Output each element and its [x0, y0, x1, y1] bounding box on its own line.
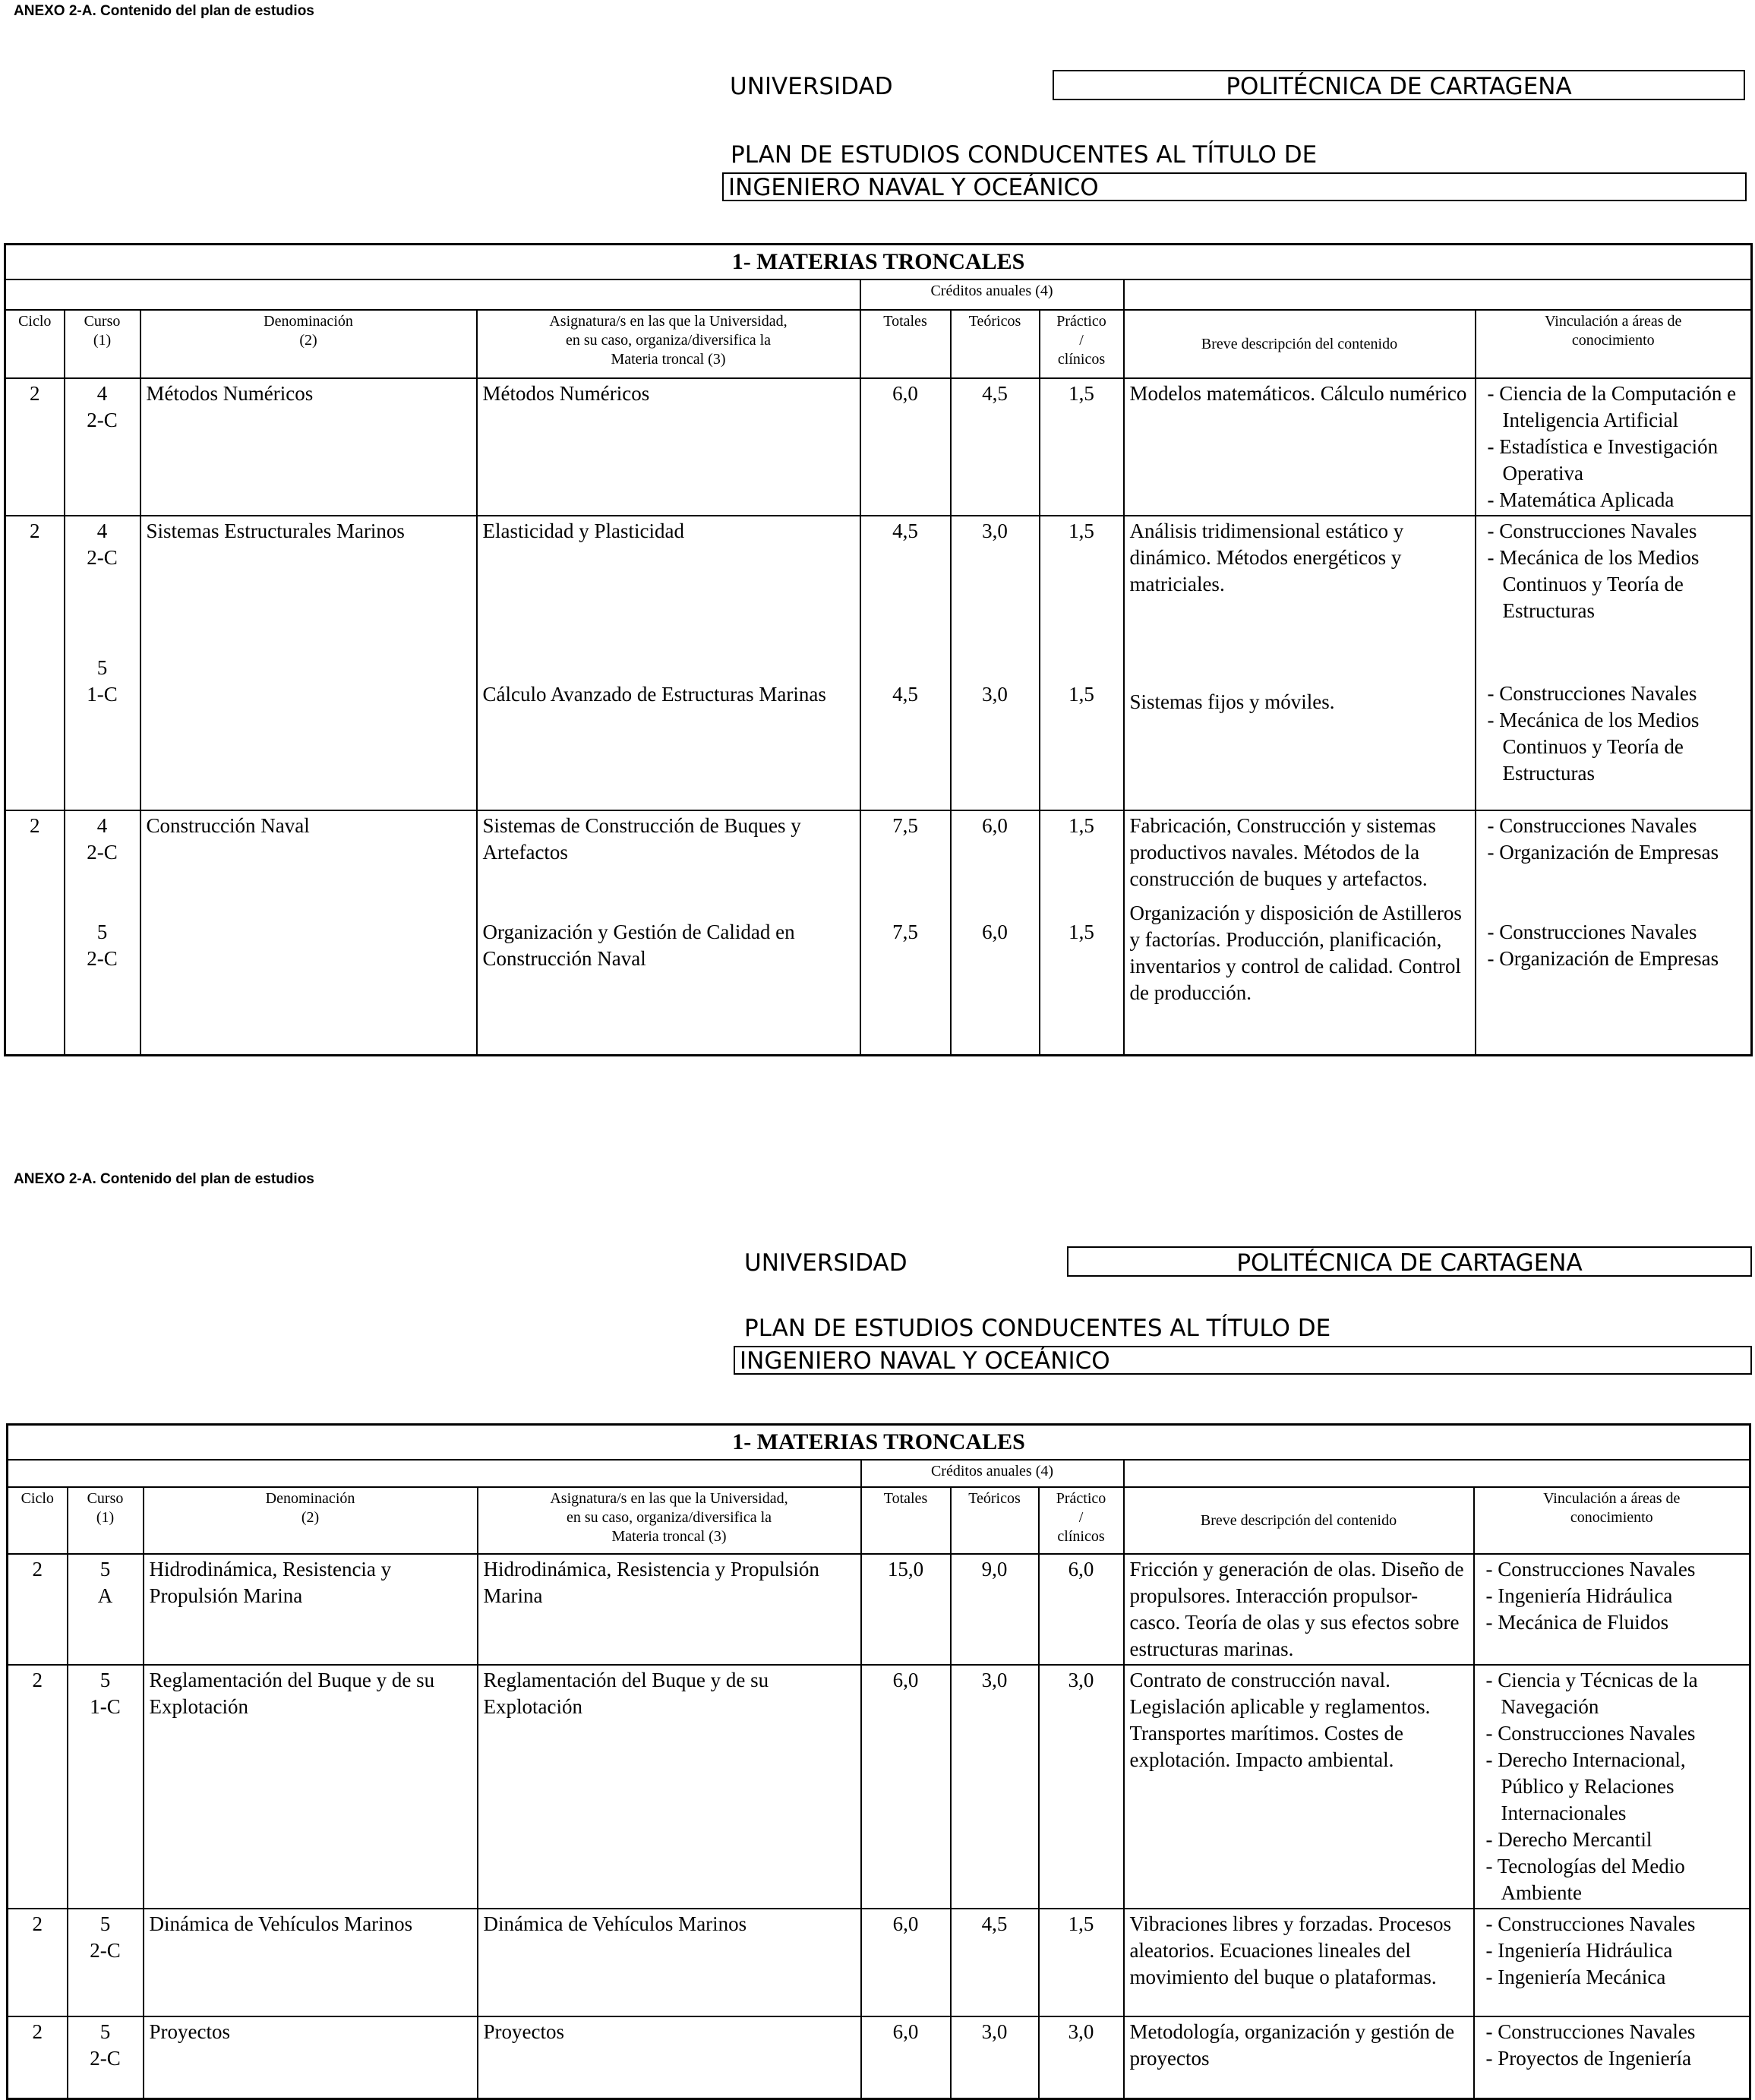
asignatura-cell: Sistemas de Construcción de Buques y Artefactos Organización y Gestión de Calidad en Construcción Naval [477, 810, 860, 1055]
totales-cell: 7,5 7,5 [860, 810, 951, 1055]
descripcion-cell: Análisis tridimensional estático y dinámico. Métodos energéticos y matriciales. Sistemas fijos y móviles. [1124, 516, 1476, 810]
university-name: POLITÉCNICA DE CARTAGENA [1067, 1246, 1752, 1277]
university-name: POLITÉCNICA DE CARTAGENA [1053, 70, 1745, 100]
ciclo-cell: 2 [8, 1909, 68, 2016]
totales-cell: 15,0 [861, 1554, 951, 1665]
university-label: UNIVERSIDAD [730, 73, 893, 100]
asignatura-header: Asignatura/s en las que la Universidad, en su caso, organiza/diversifica la Materia troncal (3) [478, 1487, 861, 1554]
table-row [5, 378, 1752, 516]
areas-cell: - Construcciones Navales - Ingeniería Hidráulica - Mecánica de Fluidos [1474, 1554, 1750, 1665]
denominacion-cell: Dinámica de Vehículos Marinos [144, 1909, 478, 2016]
degree-title: INGENIERO NAVAL Y OCEÁNICO [722, 172, 1747, 201]
curso-cell: 5 2-C [68, 1909, 144, 2016]
university-label: UNIVERSIDAD [744, 1249, 907, 1277]
teoricos-cell: 3,0 3,0 [951, 516, 1040, 810]
areas-cell: - Construcciones Navales - Mecánica de los Medios Continuos y Teoría de Estructuras - Construcciones Navales - Mecánica de los Medios Continuos y Teoría de Estructuras [1476, 516, 1752, 810]
teoricos-cell: 4,5 [951, 1909, 1039, 2016]
curso-header: Curso (1) [65, 310, 140, 378]
ciclo-cell: 2 [8, 1665, 68, 1909]
materias-troncales-table [4, 243, 1753, 1056]
teoricos-cell: 9,0 [951, 1554, 1039, 1665]
descripcion-cell: Metodología, organización y gestión de proyectos [1124, 2016, 1474, 2098]
annex-label: ANEXO 2-A. Contenido del plan de estudios [14, 3, 314, 19]
practicos-header: Práctico / clínicos [1040, 310, 1124, 378]
asignatura-header: Asignatura/s en las que la Universidad, en su caso, organiza/diversifica la Materia troncal (3) [477, 310, 860, 378]
materias-troncales-table [6, 1423, 1751, 2100]
table-title: 1- MATERIAS TRONCALES [8, 1425, 1750, 1461]
totales-cell: 6,0 [861, 1665, 951, 1909]
plan-label: PLAN DE ESTUDIOS CONDUCENTES AL TÍTULO DE [744, 1315, 1331, 1342]
denominacion-cell: Hidrodinámica, Resistencia y Propulsión Marina [144, 1554, 478, 1665]
asignatura-cell: Hidrodinámica, Resistencia y Propulsión Marina [478, 1554, 861, 1665]
ciclo-cell: 2 [5, 810, 65, 1055]
totales-header: Totales [860, 310, 951, 378]
descripcion-cell: Fabricación, Construcción y sistemas productivos navales. Métodos de la construcción de buques y artefactos. Organización y disposición de Astilleros y factorías. Producción, planificación, inventarios y control de calidad. Control de producción. [1124, 810, 1476, 1055]
creditos-header: Créditos anuales (4) [861, 1460, 1124, 1487]
creditos-header: Créditos anuales (4) [860, 279, 1124, 310]
denominacion-cell: Sistemas Estructurales Marinos [140, 516, 477, 810]
table-row [5, 810, 1752, 1055]
curso-cell: 4 2-C [65, 378, 140, 516]
annex-label: ANEXO 2-A. Contenido del plan de estudios [14, 1171, 314, 1187]
totales-cell: 6,0 [861, 2016, 951, 2098]
denominacion-header: Denominación (2) [144, 1487, 478, 1554]
practicos-cell: 3,0 [1039, 1665, 1124, 1909]
areas-cell: - Construcciones Navales - Proyectos de Ingeniería [1474, 2016, 1750, 2098]
curso-cell: 5 A [68, 1554, 144, 1665]
teoricos-header: Teóricos [951, 1487, 1039, 1554]
teoricos-cell: 3,0 [951, 1665, 1039, 1909]
teoricos-cell: 3,0 [951, 2016, 1039, 2098]
table-row [5, 516, 1752, 810]
ciclo-cell: 2 [8, 2016, 68, 2098]
practicos-cell: 1,5 [1039, 1909, 1124, 2016]
vinculacion-header: Vinculación a áreas de conocimiento [1474, 1487, 1750, 1554]
practicos-cell: 3,0 [1039, 2016, 1124, 2098]
teoricos-cell: 4,5 [951, 378, 1040, 516]
ciclo-cell: 2 [5, 516, 65, 810]
teoricos-cell: 6,0 6,0 [951, 810, 1040, 1055]
table-row [8, 1554, 1750, 1665]
ciclo-cell: 2 [5, 378, 65, 516]
curso-cell: 4 2-C 5 1-C [65, 516, 140, 810]
ciclo-cell: 2 [8, 1554, 68, 1665]
ciclo-header: Ciclo [5, 310, 65, 378]
practicos-cell: 1,5 1,5 [1040, 516, 1124, 810]
page-1 [0, 0, 1755, 1046]
descripcion-cell: Vibraciones libres y forzadas. Procesos aleatorios. Ecuaciones lineales del movimiento del buque o plataformas. [1124, 1909, 1474, 2016]
asignatura-cell: Proyectos [478, 2016, 861, 2098]
descripcion-cell: Modelos matemáticos. Cálculo numérico [1124, 378, 1476, 516]
page-2 [0, 1046, 1755, 2092]
areas-cell: - Construcciones Navales - Ingeniería Hidráulica - Ingeniería Mecánica [1474, 1909, 1750, 2016]
plan-label: PLAN DE ESTUDIOS CONDUCENTES AL TÍTULO DE [731, 141, 1318, 169]
asignatura-cell: Elasticidad y Plasticidad Cálculo Avanzado de Estructuras Marinas [477, 516, 860, 810]
practicos-cell: 1,5 [1040, 378, 1124, 516]
asignatura-cell: Dinámica de Vehículos Marinos [478, 1909, 861, 2016]
totales-cell: 6,0 [861, 1909, 951, 2016]
table-title: 1- MATERIAS TRONCALES [5, 245, 1752, 280]
asignatura-cell: Métodos Numéricos [477, 378, 860, 516]
practicos-cell: 1,5 1,5 [1040, 810, 1124, 1055]
teoricos-header: Teóricos [951, 310, 1040, 378]
table-row [8, 1665, 1750, 1909]
totales-cell: 6,0 [860, 378, 951, 516]
curso-cell: 5 1-C [68, 1665, 144, 1909]
descripcion-header: Breve descripción del contenido [1124, 310, 1476, 378]
asignatura-cell: Reglamentación del Buque y de su Explotación [478, 1665, 861, 1909]
denominacion-header: Denominación (2) [140, 310, 477, 378]
areas-cell: - Construcciones Navales - Organización de Empresas - Construcciones Navales - Organización de Empresas [1476, 810, 1752, 1055]
practicos-header: Práctico / clínicos [1039, 1487, 1124, 1554]
denominacion-cell: Proyectos [144, 2016, 478, 2098]
areas-cell: - Ciencia y Técnicas de la Navegación - Construcciones Navales - Derecho Internacional, Público y Relaciones Internacionales - Derecho Mercantil - Tecnologías del Medio Ambiente [1474, 1665, 1750, 1909]
totales-cell: 4,5 4,5 [860, 516, 951, 810]
denominacion-cell: Reglamentación del Buque y de su Explotación [144, 1665, 478, 1909]
areas-cell: - Ciencia de la Computación e Inteligencia Artificial - Estadística e Investigación Operativa - Matemática Aplicada [1476, 378, 1752, 516]
table-row [8, 1909, 1750, 2016]
degree-title: INGENIERO NAVAL Y OCEÁNICO [734, 1346, 1752, 1375]
denominacion-cell: Métodos Numéricos [140, 378, 477, 516]
curso-cell: 5 2-C [68, 2016, 144, 2098]
vinculacion-header: Vinculación a áreas de conocimiento [1476, 310, 1752, 378]
descripcion-cell: Contrato de construcción naval. Legislación aplicable y reglamentos. Transportes marítimos. Costes de explotación. Impacto ambiental. [1124, 1665, 1474, 1909]
curso-cell: 4 2-C 5 2-C [65, 810, 140, 1055]
totales-header: Totales [861, 1487, 951, 1554]
ciclo-header: Ciclo [8, 1487, 68, 1554]
descripcion-cell: Fricción y generación de olas. Diseño de propulsores. Interacción propulsor-casco. Teoría de olas y sus efectos sobre estructuras marinas. [1124, 1554, 1474, 1665]
curso-header: Curso (1) [68, 1487, 144, 1554]
table-row [8, 2016, 1750, 2098]
descripcion-header: Breve descripción del contenido [1124, 1487, 1474, 1554]
denominacion-cell: Construcción Naval [140, 810, 477, 1055]
practicos-cell: 6,0 [1039, 1554, 1124, 1665]
